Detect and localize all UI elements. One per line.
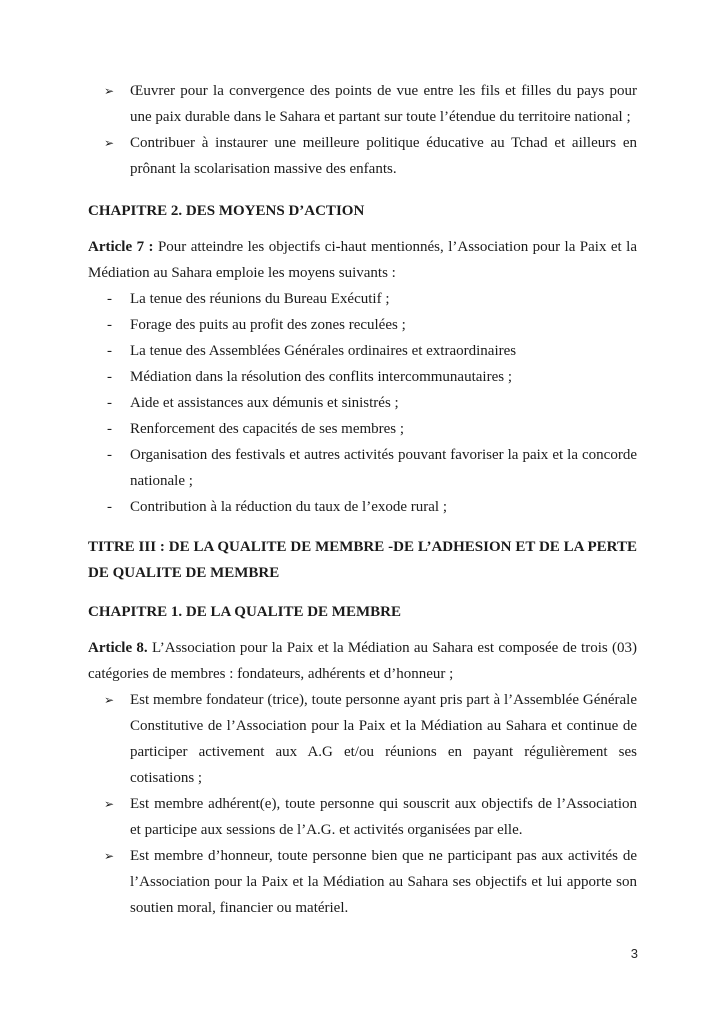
article-7-label: Article 7 :: [88, 239, 154, 255]
titre-3-heading: TITRE III : DE LA QUALITE DE MEMBRE -DE L’ADHESION ET DE LA PERTE DE QUALITE DE MEMBRE: [88, 539, 637, 581]
dash-bullet: -: [107, 317, 112, 333]
list-item-text: Contribuer à instaurer une meilleure politique éducative au Tchad et ailleurs en prônant la scolarisation massive des enfants.: [130, 135, 637, 177]
dash-bullet: -: [107, 499, 112, 515]
article-8-label: Article 8.: [88, 640, 148, 656]
list-item-text: Est membre adhérent(e), toute personne qui souscrit aux objectifs de l’Association et participe aux sessions de l’A.G. et activités organisées par elle.: [130, 796, 637, 838]
list-item: [88, 494, 637, 520]
list-item: [88, 338, 637, 364]
page-number: 3: [630, 946, 638, 961]
list-item: [88, 130, 637, 182]
arrow-bullet-icon: ➢: [104, 84, 115, 98]
list-item-text: Œuvrer pour la convergence des points de vue entre les fils et filles du pays pour une paix durable dans le Sahara et partant sur toute l’étendue du territoire national ;: [130, 83, 637, 125]
list-item-text: Forage des puits au profit des zones reculées ;: [130, 317, 406, 333]
list-item: [88, 843, 637, 921]
dash-bullet: -: [107, 395, 112, 411]
chapitre-1-heading: CHAPITRE 1. DE LA QUALITE DE MEMBRE: [88, 604, 401, 620]
list-item-text: La tenue des réunions du Bureau Exécutif ;: [130, 291, 390, 307]
list-item: [88, 78, 637, 130]
dash-bullet: -: [107, 291, 112, 307]
article-7-paragraph: [88, 234, 637, 286]
list-item-text: Contribution à la réduction du taux de l’exode rural ;: [130, 499, 447, 515]
membres-list: [88, 687, 637, 921]
dash-bullet: -: [107, 447, 112, 463]
list-item: [88, 416, 637, 442]
list-item-text: Aide et assistances aux démunis et sinistrés ;: [130, 395, 399, 411]
list-item: [88, 791, 637, 843]
article-7-text: Pour atteindre les objectifs ci-haut mentionnés, l’Association pour la Paix et la Médiation au Sahara emploie les moyens suivants :: [88, 239, 637, 281]
article-8-paragraph: [88, 635, 637, 687]
arrow-bullet-icon: ➢: [104, 136, 115, 150]
dash-bullet: -: [107, 343, 112, 359]
dash-bullet: -: [107, 421, 112, 437]
list-item: [88, 312, 637, 338]
arrow-bullet-icon: ➢: [104, 797, 115, 811]
list-item: [88, 286, 637, 312]
arrow-bullet-icon: ➢: [104, 693, 115, 707]
objectives-list: [88, 78, 637, 182]
moyens-list: [88, 286, 637, 520]
list-item-text: La tenue des Assemblées Générales ordinaires et extraordinaires: [130, 343, 517, 359]
list-item-text: Médiation dans la résolution des conflits intercommunautaires ;: [130, 369, 512, 385]
list-item: [88, 687, 637, 791]
chapitre-2-heading: CHAPITRE 2. DES MOYENS D’ACTION: [88, 203, 365, 219]
list-item: [88, 364, 637, 390]
list-item: [88, 442, 637, 494]
list-item: [88, 390, 637, 416]
arrow-bullet-icon: ➢: [104, 849, 115, 863]
list-item-text: Renforcement des capacités de ses membres ;: [130, 421, 405, 437]
article-8-text: L’Association pour la Paix et la Médiation au Sahara est composée de trois (03) catégories de membres : fondateurs, adhérents et d’honneur ;: [88, 640, 638, 682]
list-item-text: Est membre fondateur (trice), toute personne ayant pris part à l’Assemblée Générale Constitutive de l’Association pour la Paix et la Médiation au Sahara et continue de participer activement aux A.G et/ou réunions en payant régulièrement ses cotisations ;: [130, 692, 637, 786]
list-item-text: Organisation des festivals et autres activités pouvant favoriser la paix et la concorde nationale ;: [130, 447, 637, 489]
list-item-text: Est membre d’honneur, toute personne bien que ne participant pas aux activités de l’Association pour la Paix et la Médiation au Sahara ses objectifs et lui apporte son soutien moral, financier ou matériel.: [130, 848, 637, 916]
dash-bullet: -: [107, 369, 112, 385]
